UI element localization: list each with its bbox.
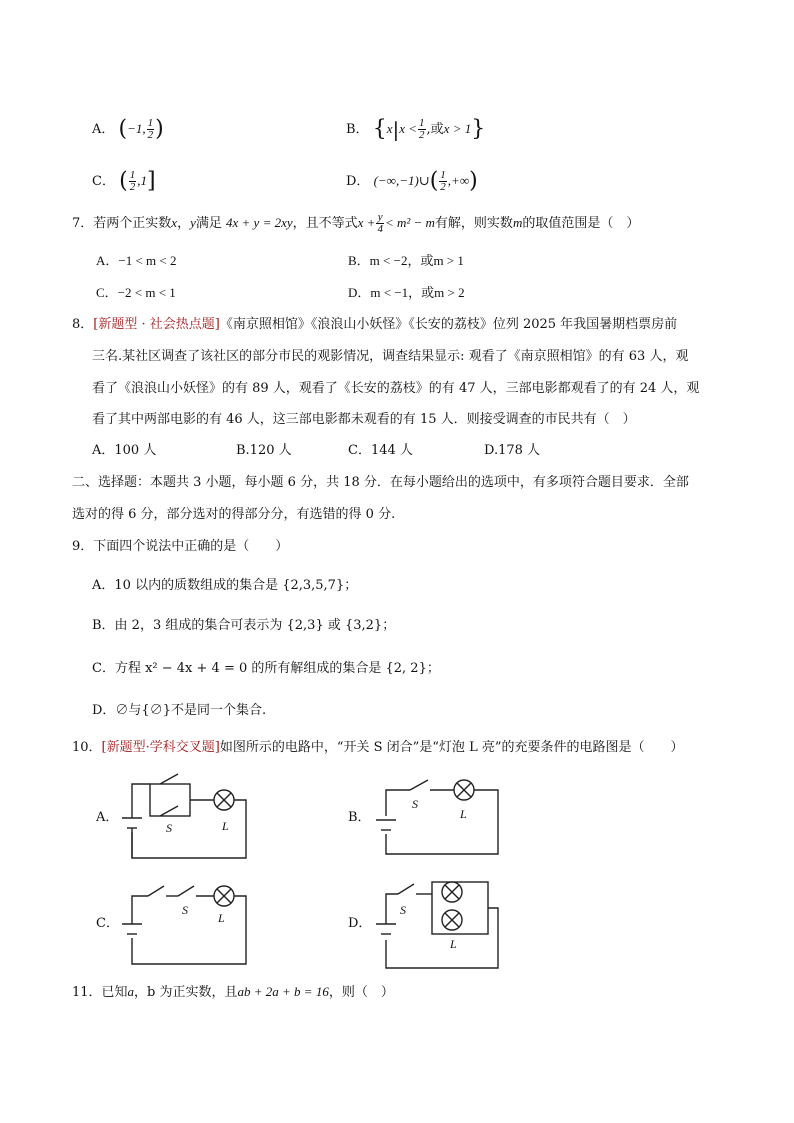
- option-label: D．: [346, 174, 370, 189]
- circuit-diagram-b: [372, 776, 504, 858]
- q10-option-b-label: B．: [348, 810, 371, 825]
- q6-option-b: B． {x|x < $\frac{1}{2}$ ,或x > 1}: [346, 116, 486, 142]
- q8-tag: [新题型 · 社会热点题]: [93, 317, 220, 332]
- q8-line-3: 看了《浪浪山小妖怪》的有 89 人，观看了《长安的荔枝》的有 47 人，三部电影都观看了的有 24 人，观: [92, 381, 700, 396]
- q6-option-a: A． (−1, $\frac{1}{2}$ ): [92, 116, 164, 142]
- switch-label: S: [400, 903, 406, 917]
- q11-stem: 11．已知a，b 为正实数，且ab + 2a + b = 16，则（ ）: [72, 984, 394, 1000]
- section-2-heading: 二、选择题：本题共 3 小题，每小题 6 分，共 18 分．在每小题给出的选项中，有多项符合题目要求．全部: [72, 475, 689, 490]
- q9-option-d: D．∅与{∅}不是同一个集合.: [92, 703, 267, 718]
- switch-upper-icon: [160, 774, 178, 784]
- q9-option-a: A．10 以内的质数组成的集合是 {2,3,5,7}；: [92, 578, 358, 593]
- option-label: C．: [92, 174, 115, 189]
- q6-option-c: C． ( $\frac{1}{2}$ ,1]: [92, 168, 156, 194]
- switch-1-icon: [148, 886, 164, 896]
- q7-option-d: D．m < −1，或m > 2: [348, 285, 465, 300]
- q9-option-c: C．方程 x² − 4x + 4 = 0 的所有解组成的集合是 {2, 2}；: [92, 661, 440, 676]
- lamp-label: L: [218, 911, 225, 925]
- q9-option-b: B．由 2，3 组成的集合可表示为 {2,3} 或 {3,2}；: [92, 618, 396, 633]
- q8-option-c: C．144 人: [348, 443, 413, 458]
- lamp-label: L: [222, 819, 229, 833]
- q7-option-b: B．m < −2，或m > 1: [348, 253, 464, 268]
- q8-option-b: B.120 人: [236, 443, 292, 458]
- circuit-diagram-c: [118, 880, 250, 968]
- q10-option-c-label: C．: [96, 916, 119, 931]
- q10-tag: [新题型·学科交叉题]: [101, 740, 220, 755]
- switch-label: S: [166, 821, 172, 835]
- q7-stem: 7．若两个正实数x，y满足 4x + y = 2xy，且不等式x + $\frac{y}{4}$ < m² − m有解，则实数m的取值范围是（ ）: [72, 211, 640, 235]
- switch-2-icon: [178, 886, 194, 896]
- q8-line-1: 8．[新题型 · 社会热点题]《南京照相馆》《浪浪山小妖怪》《长安的荔枝》位列 2025 年我国暑期档票房前: [72, 317, 678, 332]
- q8-option-d: D.178 人: [484, 443, 541, 458]
- switch-label: S: [412, 797, 418, 811]
- q10-stem: 10．[新题型·学科交叉题]如图所示的电路中，“开关 S 闭合”是“灯泡 L 亮”的充要条件的电路图是（ ）: [72, 740, 684, 755]
- q7-option-c: C．−2 < m < 1: [96, 285, 176, 300]
- q10-option-a-label: A．: [96, 810, 119, 825]
- q8-line-2: 三名.某社区调查了该社区的部分市民的观影情况，调查结果显示: 观看了《南京照相馆》的有 63 人，观: [92, 349, 689, 364]
- switch-label: S: [182, 903, 188, 917]
- switch-lower-icon: [160, 806, 178, 816]
- section-2-note: 选对的得 6 分，部分选对的得部分分，有选错的得 0 分.: [72, 507, 396, 522]
- option-label: A．: [92, 122, 115, 137]
- option-label: B．: [346, 122, 369, 137]
- circuit-diagram-d: [372, 878, 504, 972]
- q10-option-d-label: D．: [348, 916, 372, 931]
- switch-icon: [398, 884, 414, 894]
- q7-option-a: A．−1 < m < 2: [96, 253, 177, 268]
- circuit-diagram-a: [118, 770, 250, 862]
- option-a-left: −1,: [127, 121, 146, 136]
- q6-option-d: D． (−∞,−1)∪( $\frac{1}{2}$ ,+∞): [346, 168, 478, 194]
- lamp-label: L: [450, 937, 457, 951]
- lamp-label: L: [460, 807, 467, 821]
- wire: [132, 784, 150, 796]
- q8-option-a: A．100 人: [92, 443, 157, 458]
- q8-line-4: 看了其中两部电影的有 46 人，这三部电影都未观看的有 15 人．则接受调查的市民共有（ ）: [92, 412, 636, 427]
- q9-stem: 9．下面四个说法中正确的是（ ）: [72, 539, 289, 554]
- switch-icon: [410, 780, 428, 790]
